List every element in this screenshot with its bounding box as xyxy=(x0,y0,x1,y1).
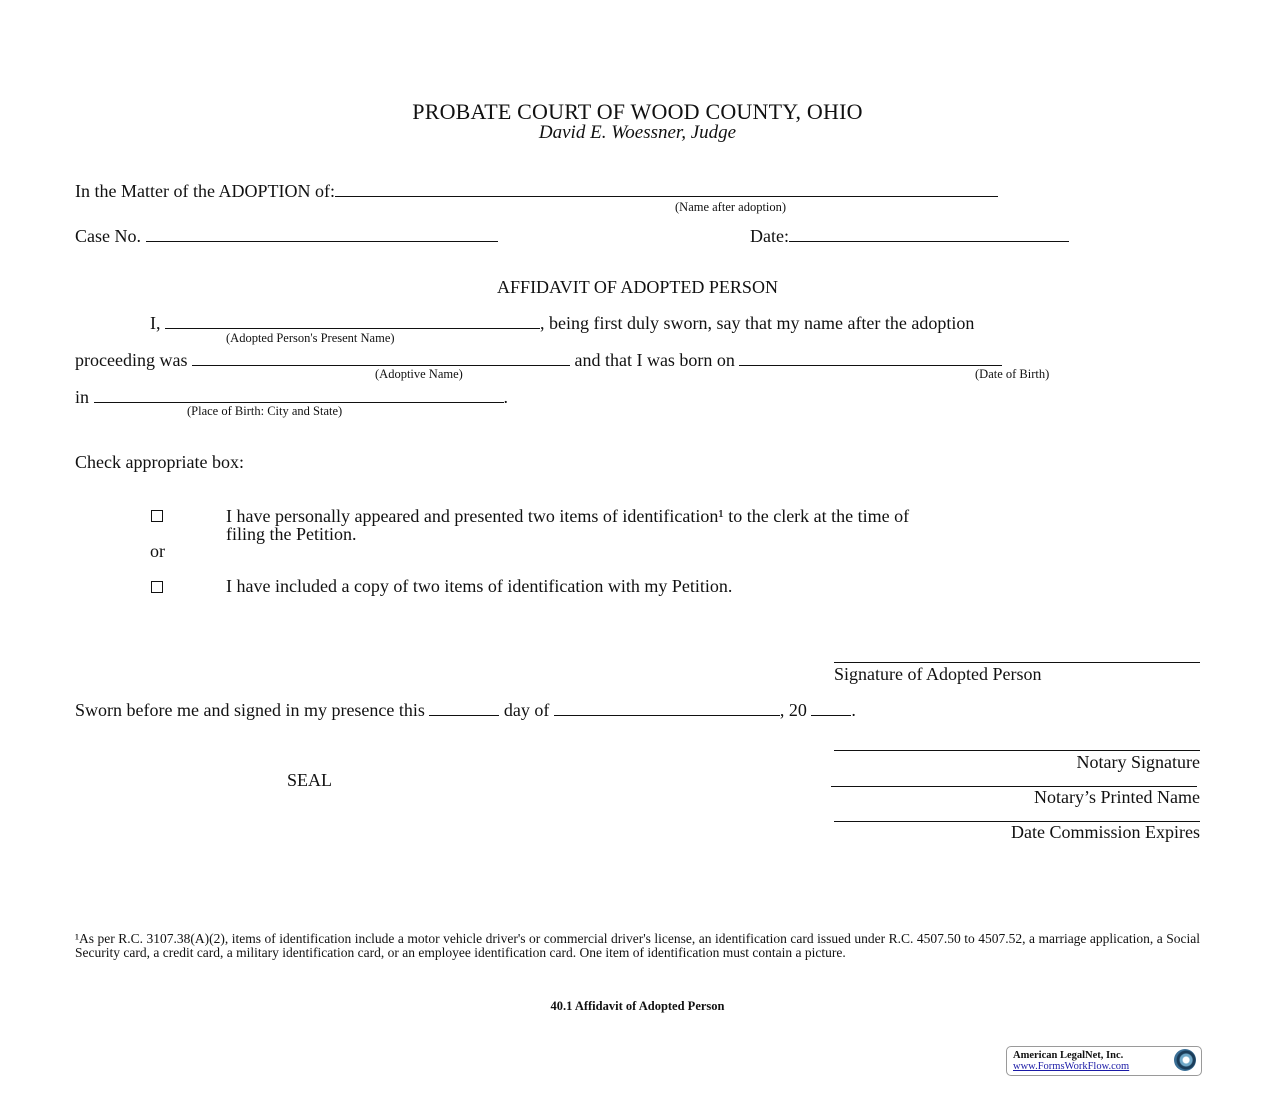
option1-line2: filing the Petition. xyxy=(226,524,357,544)
jurat-year-prefix: , 20 xyxy=(779,700,807,720)
form-title: AFFIDAVIT OF ADOPTED PERSON xyxy=(497,277,778,297)
date-row xyxy=(750,226,1069,247)
date-of-birth-field[interactable] xyxy=(739,351,1002,366)
publisher-badge[interactable] xyxy=(1006,1046,1202,1076)
adoptive-name-field[interactable] xyxy=(192,351,570,366)
notary-signature-label: Notary Signature xyxy=(1076,752,1200,772)
notary-printed-name-label: Notary’s Printed Name xyxy=(1034,787,1200,807)
body-line2-prefix: proceeding was xyxy=(75,350,188,370)
present-name-field[interactable] xyxy=(165,314,540,329)
adopted-person-signature-line[interactable] xyxy=(834,662,1200,663)
jurat-middle: day of xyxy=(503,700,550,720)
date-label: Date: xyxy=(750,226,789,246)
check-instruction: Check appropriate box: xyxy=(75,452,244,472)
jurat-year-field[interactable] xyxy=(811,701,851,716)
body-line3-suffix: . xyxy=(503,387,509,407)
body-line2-middle: and that I was born on xyxy=(574,350,735,370)
place-of-birth-hint: (Place of Birth: City and State) xyxy=(187,404,343,418)
option1-line1: I have personally appeared and presented two items of identification¹ to the clerk at the time of xyxy=(226,506,910,526)
case-label: Case No. xyxy=(75,226,141,246)
adopted-person-signature-label: Signature of Adopted Person xyxy=(834,664,1042,684)
jurat-day-field[interactable] xyxy=(429,701,499,716)
or-label: or xyxy=(150,541,165,561)
publisher-name: American LegalNet, Inc. xyxy=(1013,1050,1124,1061)
date-field[interactable] xyxy=(789,227,1069,242)
matter-row xyxy=(75,181,998,202)
notary-signature-line[interactable] xyxy=(834,750,1200,751)
option2-text: I have included a copy of two items of identification with my Petition. xyxy=(226,576,733,596)
matter-hint: (Name after adoption) xyxy=(675,200,787,214)
jurat-suffix: . xyxy=(851,700,856,720)
seal-label: SEAL xyxy=(287,770,332,790)
adoptive-name-hint: (Adoptive Name) xyxy=(375,367,463,381)
jurat-line xyxy=(75,700,856,721)
court-title: PROBATE COURT OF WOOD COUNTY, OHIO xyxy=(412,99,863,124)
body-line-2 xyxy=(75,350,1002,371)
judge-line: David E. Woessner, Judge xyxy=(538,122,737,143)
case-number-field[interactable] xyxy=(146,227,498,242)
place-of-birth-field[interactable] xyxy=(94,388,504,403)
globe-logo-icon xyxy=(1174,1049,1196,1071)
date-of-birth-hint: (Date of Birth) xyxy=(975,367,1050,381)
matter-label: In the Matter of the ADOPTION of: xyxy=(75,181,335,201)
present-name-hint: (Adopted Person's Present Name) xyxy=(226,331,395,345)
publisher-url-link[interactable]: www.FormsWorkFlow.com xyxy=(1013,1061,1130,1072)
body-line3-prefix: in xyxy=(75,387,90,407)
personally-appeared-checkbox[interactable] xyxy=(151,510,163,522)
case-row xyxy=(75,226,498,247)
jurat-month-field[interactable] xyxy=(554,701,780,716)
body-line1-suffix: , being first duly sworn, say that my name after the adoption xyxy=(540,313,975,333)
body-line1-prefix: I, xyxy=(150,313,161,333)
included-copy-checkbox[interactable] xyxy=(151,581,163,593)
form-id: 40.1 Affidavit of Adopted Person xyxy=(550,999,725,1013)
footnote: ¹As per R.C. 3107.38(A)(2), items of identification include a motor vehicle driver's or commercial driver's license, an identification card issued under R.C. 4507.50 to 4507.52, a marriage application, a Social Security card, a credit card, a military identification card, or an employee identification card. One item of identification must contain a picture. xyxy=(75,931,1200,960)
commission-expires-label: Date Commission Expires xyxy=(1011,822,1200,842)
jurat-prefix: Sworn before me and signed in my presence this xyxy=(75,700,425,720)
adoption-name-field[interactable] xyxy=(335,182,998,197)
